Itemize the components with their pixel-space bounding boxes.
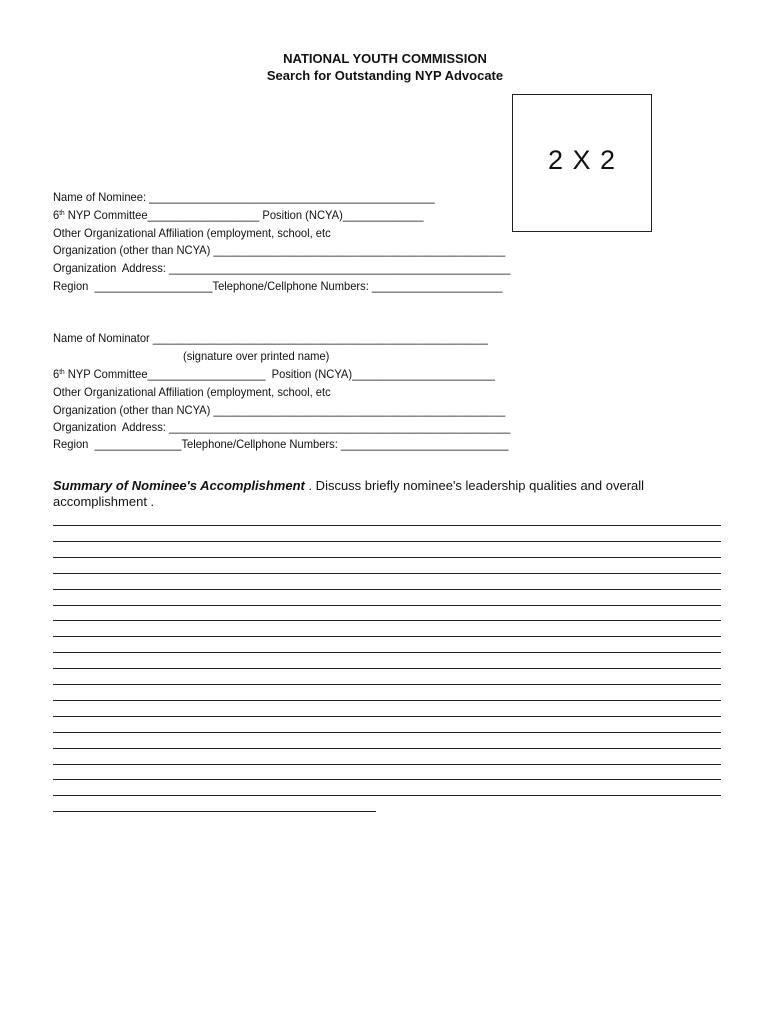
writing-line[interactable] — [53, 525, 721, 526]
writing-line[interactable] — [53, 573, 721, 574]
nominator-name-field[interactable]: Name of Nominator ______________________________________________________ — [53, 331, 489, 345]
nominee-affiliation-label: Other Organizational Affiliation (employment, school, etc — [53, 226, 331, 240]
writing-line[interactable] — [53, 732, 721, 733]
writing-line[interactable] — [53, 764, 721, 765]
writing-line[interactable] — [53, 636, 721, 637]
nominee-name-field[interactable]: Name of Nominee: ______________________________________________ — [53, 190, 435, 204]
nominee-committee-suffix: th — [59, 210, 65, 217]
nominator-committee-text: NYP Committee___________________ Position (NCYA)_______________________ — [64, 367, 495, 381]
nominee-committee-text: NYP Committee__________________ Position (NCYA)_____________ — [64, 208, 424, 222]
nominee-committee-number: 6 — [53, 208, 60, 222]
writing-line[interactable] — [53, 620, 721, 621]
nominator-committee-suffix: th — [59, 369, 65, 376]
photo-box — [512, 94, 652, 232]
writing-line[interactable] — [53, 557, 721, 558]
writing-line[interactable] — [53, 700, 721, 701]
form-title: NATIONAL YOUTH COMMISSION — [283, 51, 487, 66]
writing-line[interactable] — [53, 541, 721, 542]
nominator-committee-field[interactable] — [53, 367, 495, 381]
writing-line[interactable] — [53, 684, 721, 685]
summary-instruction: . Discuss briefly nominee's leadership qualities and overall accomplishment . — [53, 478, 645, 509]
writing-line[interactable] — [53, 668, 721, 669]
nominee-region-field[interactable]: Region ___________________Telephone/Cellphone Numbers: _____________________ — [53, 279, 503, 293]
nominator-region-field[interactable]: Region ______________Telephone/Cellphone Numbers: ___________________________ — [53, 437, 509, 451]
nominator-committee-number: 6 — [53, 367, 60, 381]
nominator-address-field[interactable]: Organization Address: _______________________________________________________ — [53, 420, 511, 434]
summary-prompt — [53, 478, 693, 510]
signature-note: (signature over printed name) — [183, 349, 330, 363]
writing-line[interactable] — [53, 605, 721, 606]
summary-heading: Summary of Nominee's Accomplishment — [53, 478, 305, 493]
nominee-address-field[interactable]: Organization Address: _______________________________________________________ — [53, 261, 511, 275]
nominator-affiliation-label: Other Organizational Affiliation (employment, school, etc — [53, 385, 331, 399]
nominee-committee-field[interactable] — [53, 208, 423, 222]
form-subtitle: Search for Outstanding NYP Advocate — [266, 68, 504, 83]
writing-line-final[interactable] — [53, 811, 376, 812]
nominator-organization-field[interactable]: Organization (other than NCYA) _______________________________________________ — [53, 403, 506, 417]
writing-line[interactable] — [53, 748, 721, 749]
nominee-organization-field[interactable]: Organization (other than NCYA) _______________________________________________ — [53, 243, 506, 257]
writing-line[interactable] — [53, 589, 721, 590]
photo-size-label: 2 X 2 — [547, 145, 617, 175]
writing-line[interactable] — [53, 779, 721, 780]
writing-line[interactable] — [53, 652, 721, 653]
writing-line[interactable] — [53, 795, 721, 796]
writing-line[interactable] — [53, 716, 721, 717]
